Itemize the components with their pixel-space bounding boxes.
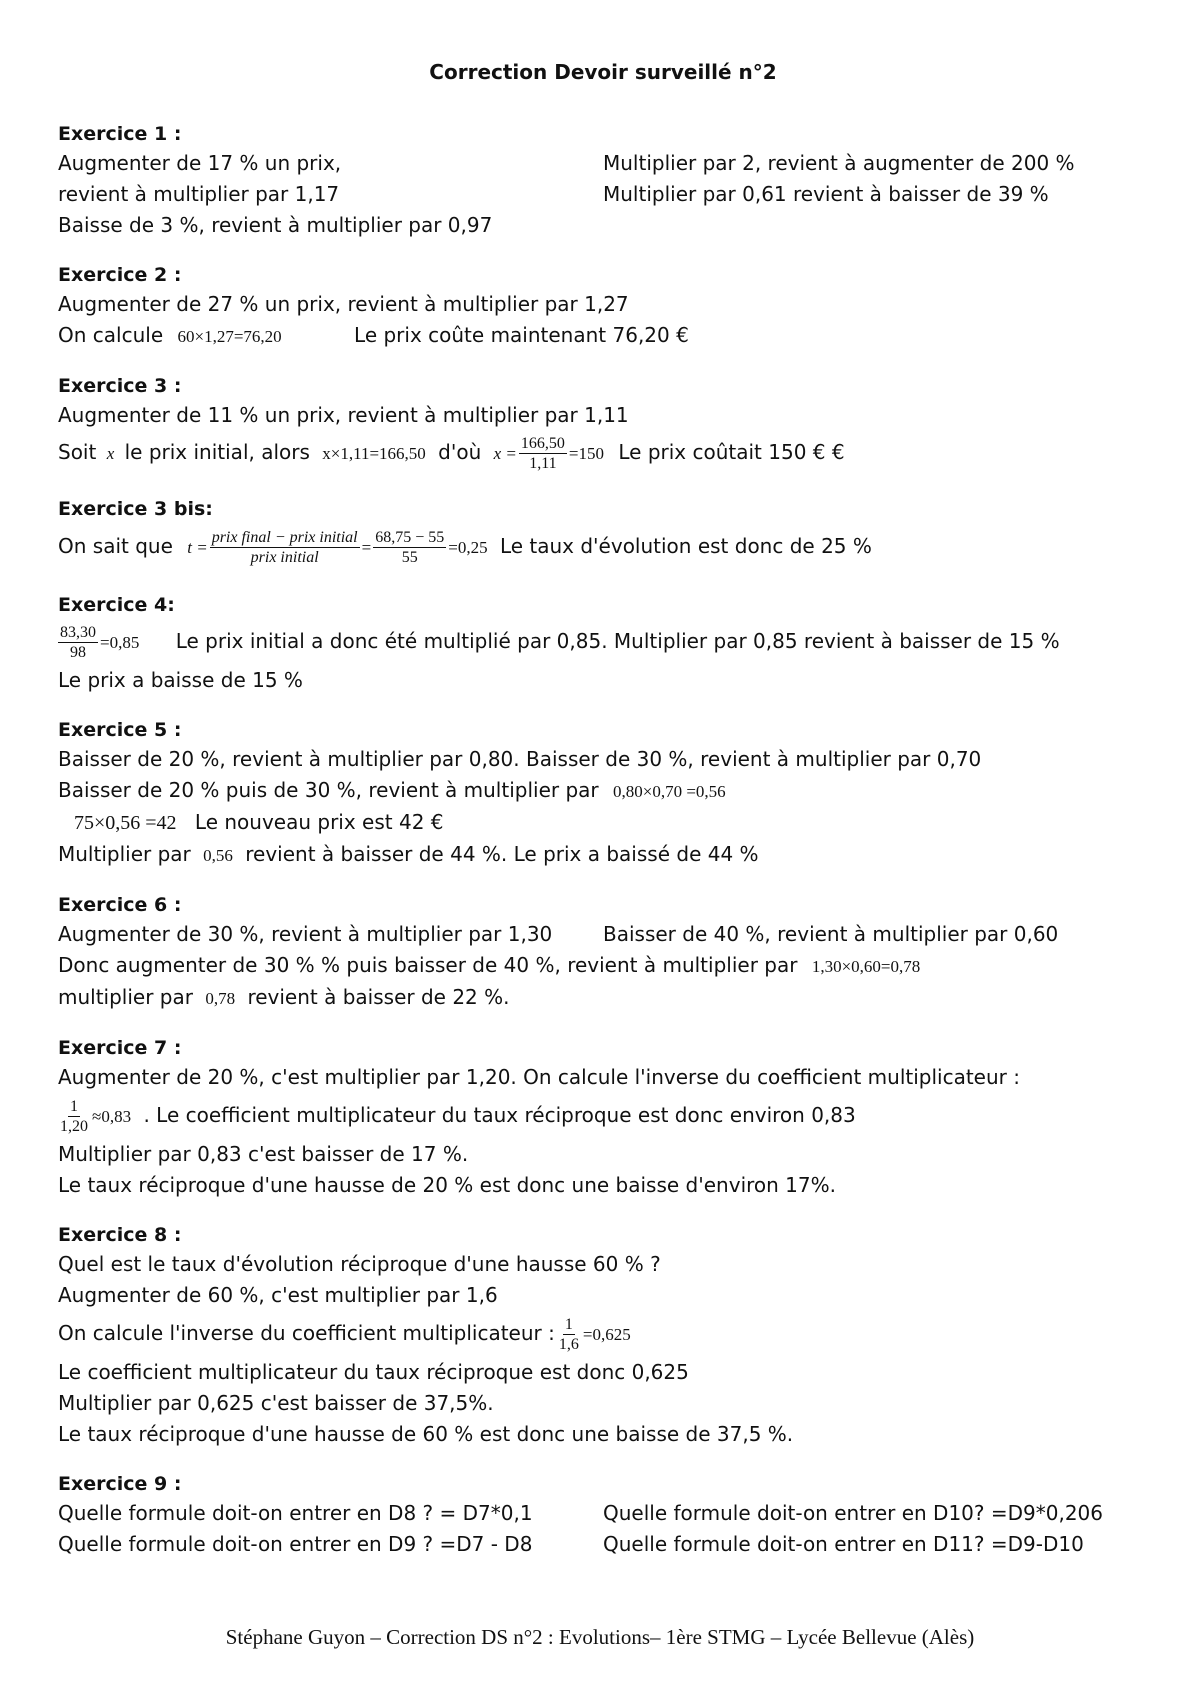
math-expression: =0,625: [582, 1325, 631, 1344]
math-expression: 0,80×0,70 =0,56: [612, 782, 726, 801]
fraction: [519, 434, 567, 473]
exercise-heading: Exercice 7 :: [58, 1037, 182, 1059]
text-line: Augmenter de 11 % un prix, revient à multiplier par 1,11: [58, 403, 629, 427]
fraction-denominator: 1,6: [558, 1336, 579, 1353]
text-segment: Augmenter de 30 %, revient à multiplier par 1,30: [58, 922, 553, 946]
math-expression: x×1,11=166,50: [322, 444, 426, 463]
exercise-9: [58, 1470, 1148, 1560]
text-segment: revient à baisser de 44 %. Le prix a baissé de 44 %: [245, 842, 759, 866]
text-line: Le taux réciproque d'une hausse de 20 % est donc une baisse d'environ 17%.: [58, 1173, 836, 1197]
page-title: Correction Devoir surveillé n°2: [429, 60, 777, 84]
text-segment: Donc augmenter de 30 % % puis baisser de 40 %, revient à multiplier par: [58, 953, 798, 977]
math-expression: =: [361, 538, 372, 557]
math-expression: 0,56: [203, 846, 233, 865]
fraction: [58, 623, 98, 662]
document-page: [58, 60, 1148, 1580]
math-expression: =0,85: [100, 633, 140, 652]
exercise-heading: Exercice 1 :: [58, 123, 182, 145]
text-line: [58, 775, 1148, 807]
text-segment: Quelle formule doit-on entrer en D10? =D9*0,206: [603, 1501, 1103, 1525]
exercise-4: [58, 591, 1148, 696]
exercise-6: [58, 891, 1148, 1014]
text-segment: Quelle formule doit-on entrer en D11? =D9-D10: [603, 1532, 1084, 1556]
exercise-heading: Exercice 3 :: [58, 375, 182, 397]
text-line: [58, 950, 1148, 982]
text-line: [58, 179, 1148, 210]
math-expression: =150: [568, 444, 605, 463]
text-segment: On calcule l'inverse du coefficient multiplicateur :: [58, 1321, 555, 1345]
text-line: Quel est le taux d'évolution réciproque d'une hausse 60 % ?: [58, 1252, 661, 1276]
fraction-numerator: 1: [564, 1316, 573, 1333]
text-segment: d'où: [438, 440, 482, 464]
fraction-numerator: 1: [70, 1098, 78, 1115]
page-footer: Stéphane Guyon – Correction DS n°2 : Evolutions– 1ère STMG – Lycée Bellevue (Alès): [225, 1625, 975, 1649]
text-segment: le prix initial, alors: [124, 440, 310, 464]
fraction-denominator: 98: [70, 644, 86, 661]
text-segment: multiplier par: [58, 985, 193, 1009]
text-line: [58, 148, 1148, 179]
text-line: Multiplier par 0,625 c'est baisser de 37,5%.: [58, 1391, 494, 1415]
exercise-7: [58, 1034, 1148, 1201]
text-line: Baisse de 3 %, revient à multiplier par 0,97: [58, 213, 493, 237]
text-line: [58, 320, 1148, 352]
text-segment: revient à baisser de 22 %.: [247, 985, 510, 1009]
exercise-5: [58, 716, 1148, 871]
fraction-denominator: 1,20: [60, 1118, 88, 1135]
fraction: [557, 1315, 581, 1354]
text-segment: Le nouveau prix est 42 €: [194, 810, 444, 834]
text-line: Baisser de 20 %, revient à multiplier par 0,80. Baisser de 30 %, revient à multiplier par 0,70: [58, 747, 982, 771]
exercise-3: [58, 372, 1148, 475]
math-expression: x =: [493, 444, 517, 463]
fraction: [210, 528, 360, 567]
text-line: Augmenter de 60 %, c'est multiplier par 1,6: [58, 1283, 498, 1307]
text-segment: On sait que: [58, 534, 173, 558]
text-line: [58, 1311, 1148, 1357]
fraction: [58, 1097, 90, 1136]
math-expression: t =: [187, 538, 208, 557]
exercise-1: [58, 120, 1148, 241]
text-segment: Le prix initial a donc été multiplié par 0,85. Multiplier par 0,85 revient à baisser de 15 %: [175, 629, 1060, 653]
fraction-numerator: prix final − prix initial: [211, 529, 358, 546]
text-segment: . Le coefficient multiplicateur du taux réciproque est donc environ 0,83: [143, 1103, 856, 1127]
text-line: Multiplier par 0,83 c'est baisser de 17 %.: [58, 1142, 469, 1166]
text-segment: Le prix coûte maintenant 76,20 €: [354, 323, 689, 347]
math-expression: 75×0,56 =42: [74, 812, 177, 834]
text-segment: Multiplier par: [58, 842, 191, 866]
exercise-heading: Exercice 5 :: [58, 719, 182, 741]
text-line: [58, 523, 1148, 571]
text-segment: Le taux d'évolution est donc de 25 %: [499, 534, 872, 558]
text-line: [58, 1529, 1148, 1560]
text-line: Augmenter de 27 % un prix, revient à multiplier par 1,27: [58, 292, 629, 316]
text-line: [58, 1498, 1148, 1529]
exercise-heading: Exercice 2 :: [58, 264, 182, 286]
fraction-numerator: 83,30: [60, 624, 96, 641]
math-expression: 1,30×0,60=0,78: [811, 957, 921, 976]
text-segment: Quelle formule doit-on entrer en D8 ? = D7*0,1: [58, 1501, 533, 1525]
text-line: [58, 1093, 1148, 1139]
exercise-heading: Exercice 3 bis:: [58, 498, 213, 520]
text-line: [58, 919, 1148, 950]
fraction-denominator: prix initial: [250, 549, 319, 566]
text-segment: Multiplier par 0,61 revient à baisser de 39 %: [603, 182, 1049, 206]
text-segment: Quelle formule doit-on entrer en D9 ? =D7 - D8: [58, 1532, 533, 1556]
text-line: [58, 431, 1148, 475]
exercise-2: [58, 261, 1148, 352]
exercise-8: [58, 1221, 1148, 1450]
text-segment: revient à multiplier par 1,17: [58, 182, 340, 206]
fraction-numerator: 68,75 − 55: [375, 529, 445, 546]
text-line: Le taux réciproque d'une hausse de 60 % est donc une baisse de 37,5 %.: [58, 1422, 794, 1446]
exercise-heading: Exercice 8 :: [58, 1224, 182, 1246]
fraction-denominator: 55: [401, 549, 418, 566]
text-segment: Baisser de 40 %, revient à multiplier par 0,60: [603, 922, 1059, 946]
text-line: [58, 807, 1148, 839]
text-line: Le coefficient multiplicateur du taux réciproque est donc 0,625: [58, 1360, 689, 1384]
fraction-numerator: 166,50: [520, 435, 565, 452]
text-line: [58, 839, 1148, 871]
text-line: Augmenter de 20 %, c'est multiplier par 1,20. On calcule l'inverse du coefficient multiplicateur :: [58, 1065, 1020, 1089]
math-expression: ≈0,83: [92, 1107, 132, 1126]
text-line: [58, 619, 1148, 665]
text-line: Le prix a baisse de 15 %: [58, 668, 303, 692]
exercise-heading: Exercice 4:: [58, 594, 175, 616]
math-variable: x: [106, 444, 115, 463]
math-expression: =0,25: [448, 538, 488, 557]
exercise-heading: Exercice 9 :: [58, 1473, 182, 1495]
fraction-denominator: 1,11: [529, 455, 557, 472]
text-segment: Baisser de 20 % puis de 30 %, revient à multiplier par: [58, 778, 599, 802]
text-segment: Le prix coûtait 150 € €: [618, 440, 845, 464]
text-segment: Soit: [58, 440, 97, 464]
text-segment: Augmenter de 17 % un prix,: [58, 151, 342, 175]
exercise-heading: Exercice 6 :: [58, 894, 182, 916]
math-expression: 60×1,27=76,20: [177, 327, 282, 346]
math-expression: 0,78: [205, 989, 236, 1008]
text-line: [58, 982, 1148, 1014]
exercise-3-bis: [58, 495, 1148, 571]
text-segment: Multiplier par 2, revient à augmenter de 200 %: [603, 151, 1075, 175]
fraction: [373, 528, 446, 567]
text-segment: On calcule: [58, 323, 164, 347]
